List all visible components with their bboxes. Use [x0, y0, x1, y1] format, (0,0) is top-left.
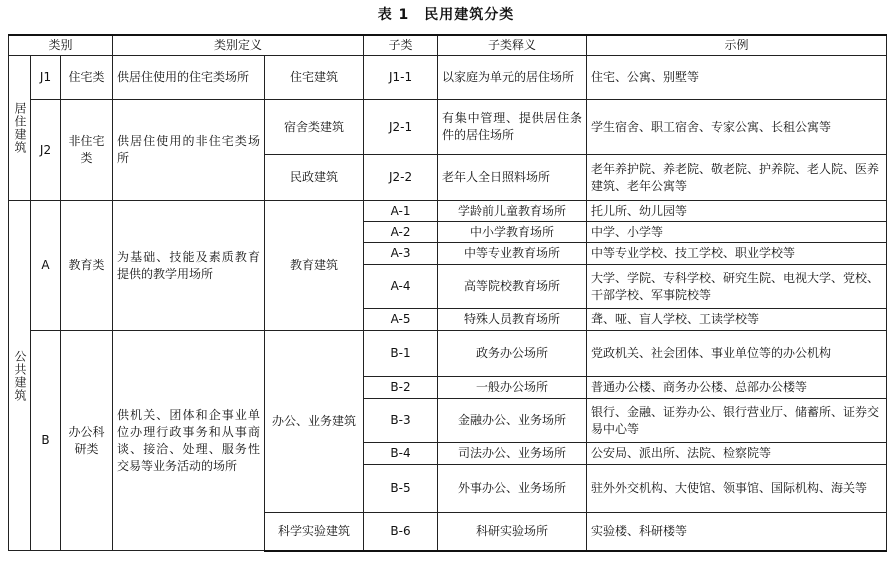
- group-public: 公共建筑: [9, 201, 31, 551]
- classification-table: [8, 34, 887, 552]
- building-type: 民政建筑: [265, 155, 364, 201]
- building-type: 教育建筑: [265, 201, 364, 331]
- subtype-code: B-3: [364, 399, 438, 443]
- subtype-desc: 司法办公、业务场所: [438, 443, 587, 465]
- building-type: 宿舍类建筑: [265, 100, 364, 155]
- subtype-desc: 特殊人员教育场所: [438, 309, 587, 331]
- building-type: 办公、业务建筑: [265, 331, 364, 513]
- header-subtype: 子类: [364, 35, 438, 56]
- subtype-code: J2-1: [364, 100, 438, 155]
- subtype-code: A-3: [364, 243, 438, 265]
- subtype-code: A-2: [364, 222, 438, 243]
- example: 中学、小学等: [587, 222, 887, 243]
- subtype-desc: 金融办公、业务场所: [438, 399, 587, 443]
- example: 学生宿舍、职工宿舍、专家公寓、长租公寓等: [587, 100, 887, 155]
- subtype-code: A-1: [364, 201, 438, 222]
- subtype-code: B-6: [364, 513, 438, 551]
- example: 住宅、公寓、别墅等: [587, 56, 887, 100]
- category-definition: 供居住使用的非住宅类场所: [113, 100, 265, 201]
- subtype-desc: 有集中管理、提供居住条件的居住场所: [438, 100, 587, 155]
- header-category: 类别: [9, 35, 113, 56]
- subtype-desc: 科研实验场所: [438, 513, 587, 551]
- example: 党政机关、社会团体、事业单位等的办公机构: [587, 331, 887, 377]
- subtype-desc: 高等院校教育场所: [438, 265, 587, 309]
- category-code: A: [31, 201, 61, 331]
- subtype-desc: 以家庭为单元的居住场所: [438, 56, 587, 100]
- category-code: J2: [31, 100, 61, 201]
- subtype-code: J2-2: [364, 155, 438, 201]
- category-name: 教育类: [61, 201, 113, 331]
- example: 托儿所、幼儿园等: [587, 201, 887, 222]
- category-name: 办公科研类: [61, 331, 113, 551]
- building-type: 科学实验建筑: [265, 513, 364, 551]
- subtype-desc: 学龄前儿童教育场所: [438, 201, 587, 222]
- subtype-code: J1-1: [364, 56, 438, 100]
- table-row: [9, 56, 887, 100]
- example: 银行、金融、证券办公、银行营业厅、储蓄所、证券交易中心等: [587, 399, 887, 443]
- subtype-desc: 老年人全日照料场所: [438, 155, 587, 201]
- subtype-code: B-4: [364, 443, 438, 465]
- category-code: J1: [31, 56, 61, 100]
- example: 大学、学院、专科学校、研究生院、电视大学、党校、干部学校、军事院校等: [587, 265, 887, 309]
- example: 实验楼、科研楼等: [587, 513, 887, 551]
- header-row: [9, 35, 887, 56]
- example: 中等专业学校、技工学校、职业学校等: [587, 243, 887, 265]
- subtype-desc: 外事办公、业务场所: [438, 465, 587, 513]
- table-row: [9, 331, 887, 377]
- category-definition: 供居住使用的住宅类场所: [113, 56, 265, 100]
- subtype-desc: 一般办公场所: [438, 377, 587, 399]
- table-row: [9, 201, 887, 222]
- category-name: 住宅类: [61, 56, 113, 100]
- example: 老年养护院、养老院、敬老院、护养院、老人院、医养建筑、老年公寓等: [587, 155, 887, 201]
- category-definition: 为基础、技能及素质教育提供的教学用场所: [113, 201, 265, 331]
- subtype-code: A-4: [364, 265, 438, 309]
- subtype-desc: 政务办公场所: [438, 331, 587, 377]
- subtype-code: B-5: [364, 465, 438, 513]
- example: 普通办公楼、商务办公楼、总部办公楼等: [587, 377, 887, 399]
- category-name: 非住宅类: [61, 100, 113, 201]
- subtype-desc: 中小学教育场所: [438, 222, 587, 243]
- table-row: [9, 100, 887, 155]
- table-title: 表 1 民用建筑分类: [377, 7, 515, 23]
- header-definition: 类别定义: [113, 35, 364, 56]
- example: 聋、哑、盲人学校、工读学校等: [587, 309, 887, 331]
- subtype-desc: 中等专业教育场所: [438, 243, 587, 265]
- category-definition: 供机关、团体和企事业单位办理行政事务和从事商谈、接洽、处理、服务性交易等业务活动的场所: [113, 331, 265, 551]
- example: 驻外外交机构、大使馆、领事馆、国际机构、海关等: [587, 465, 887, 513]
- subtype-code: B-1: [364, 331, 438, 377]
- subtype-code: A-5: [364, 309, 438, 331]
- subtype-code: B-2: [364, 377, 438, 399]
- category-code: B: [31, 331, 61, 551]
- header-example: 示例: [587, 35, 887, 56]
- building-type: 住宅建筑: [265, 56, 364, 100]
- example: 公安局、派出所、法院、检察院等: [587, 443, 887, 465]
- group-residential: 居住建筑: [9, 56, 31, 201]
- header-subtype-desc: 子类释义: [438, 35, 587, 56]
